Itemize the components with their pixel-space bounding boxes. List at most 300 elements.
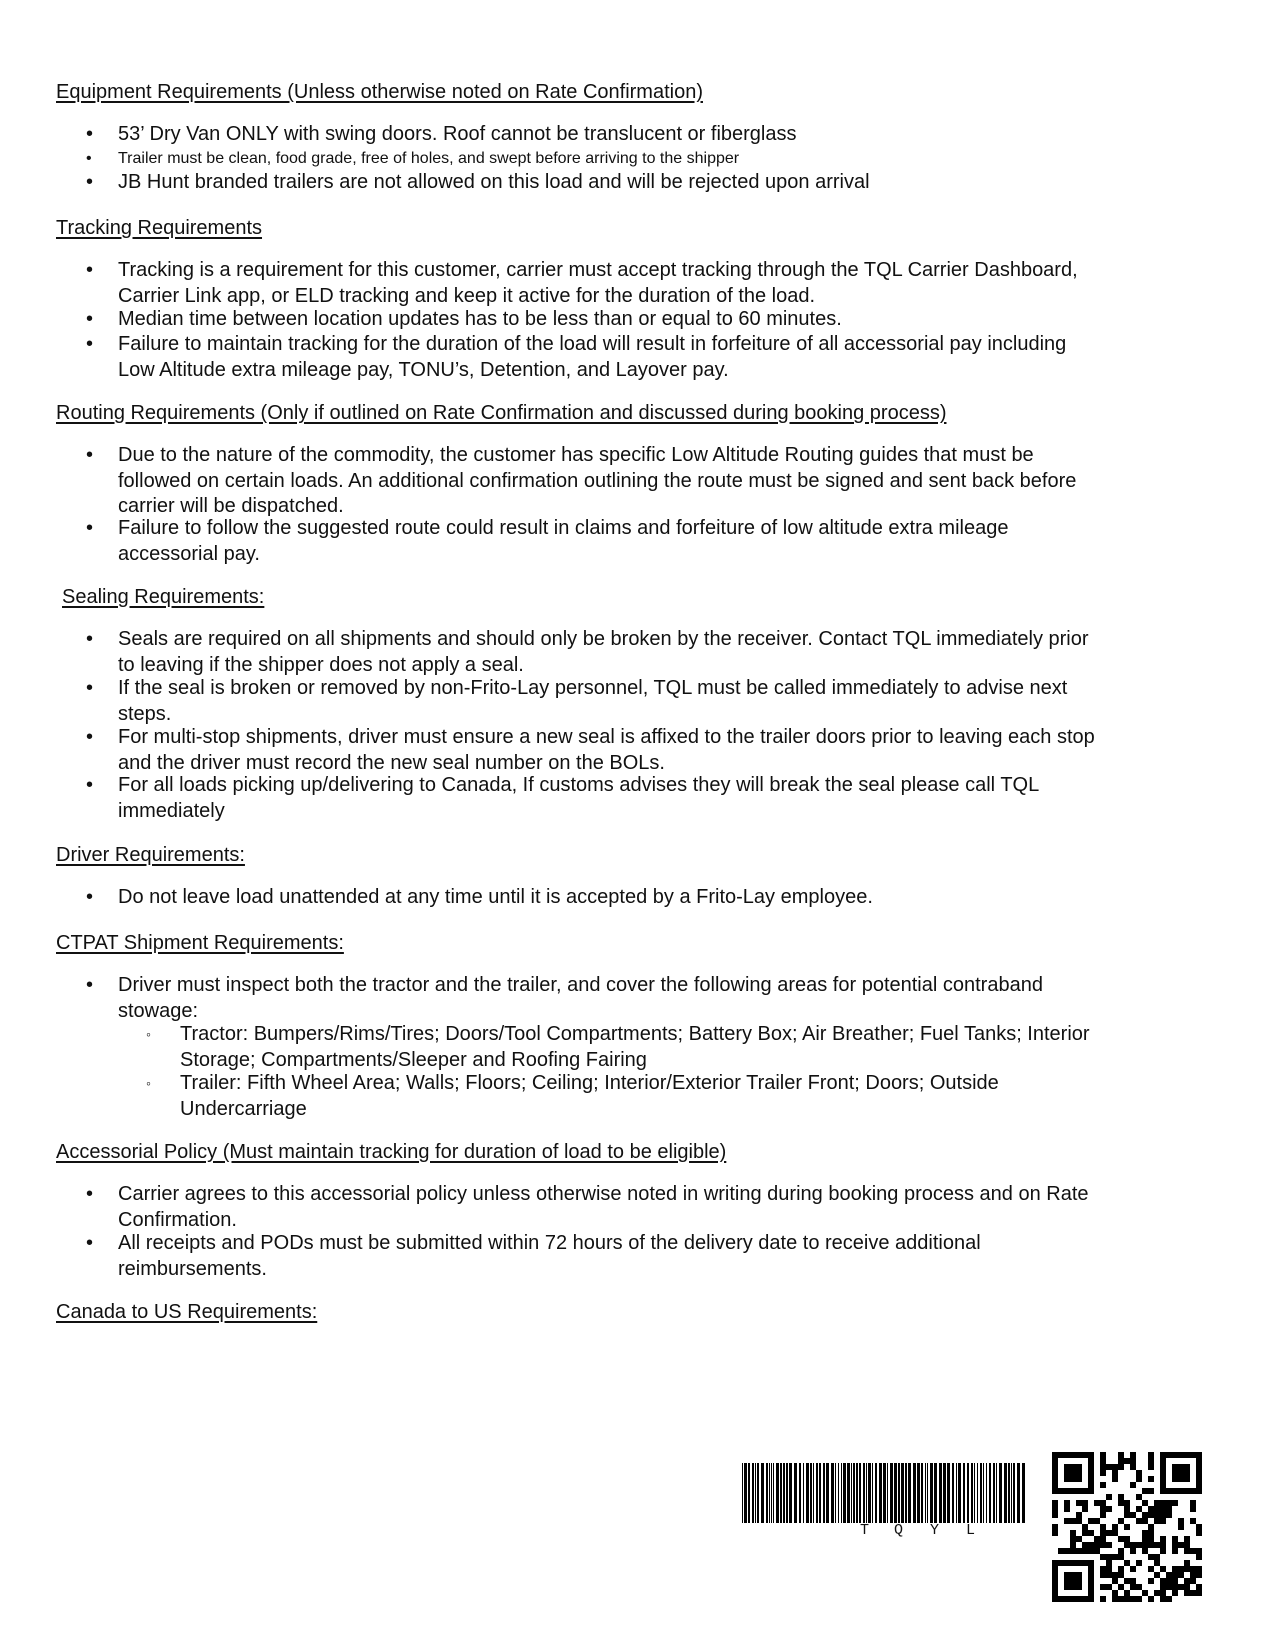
barcode-bar (879, 1463, 882, 1523)
qr-module (1082, 1596, 1088, 1602)
barcode-letter: L (966, 1522, 976, 1539)
qr-module (1142, 1542, 1148, 1548)
qr-module (1184, 1584, 1190, 1590)
driver-heading: Driver Requirements: (56, 844, 245, 866)
qr-module (1052, 1530, 1058, 1536)
bullet: • (86, 886, 94, 908)
qr-module (1118, 1584, 1124, 1590)
qr-module (1160, 1482, 1166, 1488)
qr-module (1190, 1566, 1196, 1572)
qr-module (1052, 1500, 1058, 1506)
qr-module (1106, 1494, 1112, 1500)
qr-module (1148, 1464, 1154, 1470)
qr-module (1196, 1566, 1202, 1572)
qr-module (1148, 1554, 1154, 1560)
qr-module (1178, 1566, 1184, 1572)
qr-module (1076, 1470, 1082, 1476)
qr-module (1136, 1506, 1142, 1512)
qr-module (1082, 1506, 1088, 1512)
qr-module (1142, 1548, 1148, 1554)
qr-module (1160, 1596, 1166, 1602)
qr-module (1160, 1590, 1166, 1596)
qr-module (1154, 1590, 1160, 1596)
qr-module (1196, 1584, 1202, 1590)
canada-heading: Canada to US Requirements: (56, 1301, 318, 1323)
barcode-bar (868, 1463, 871, 1523)
barcode-text (742, 1522, 1028, 1542)
bullet: • (86, 774, 94, 796)
qr-module (1130, 1542, 1136, 1548)
qr-module (1052, 1506, 1058, 1512)
qr-module (1076, 1584, 1082, 1590)
qr-module (1166, 1596, 1172, 1602)
qr-module (1178, 1488, 1184, 1494)
qr-module (1160, 1536, 1166, 1542)
qr-module (1172, 1590, 1178, 1596)
qr-module (1172, 1536, 1178, 1542)
barcode-bar (757, 1463, 759, 1523)
qr-module (1112, 1578, 1118, 1584)
qr-module (1070, 1470, 1076, 1476)
barcode-bar (993, 1463, 995, 1523)
qr-module (1088, 1596, 1094, 1602)
qr-module (1136, 1584, 1142, 1590)
bullet: • (86, 259, 94, 281)
qr-module (1112, 1572, 1118, 1578)
accessorial-heading: Accessorial Policy (Must maintain tracking for duration of load to be eligible) (56, 1141, 727, 1163)
qr-module (1166, 1512, 1172, 1518)
qr-module (1184, 1452, 1190, 1458)
barcode-bar (898, 1463, 900, 1523)
barcode-bar (1008, 1463, 1010, 1523)
qr-module (1184, 1542, 1190, 1548)
qr-module (1070, 1452, 1076, 1458)
qr-module (1076, 1548, 1082, 1554)
qr-module (1178, 1572, 1184, 1578)
qr-module (1172, 1488, 1178, 1494)
qr-module (1190, 1518, 1196, 1524)
barcode-bar (930, 1463, 933, 1523)
barcode-bar (810, 1463, 812, 1523)
qr-module (1064, 1470, 1070, 1476)
qr-module (1088, 1542, 1094, 1548)
qr-module (1172, 1584, 1178, 1590)
qr-module (1124, 1458, 1130, 1464)
qr-module (1196, 1452, 1202, 1458)
qr-module (1088, 1530, 1094, 1536)
qr-module (1166, 1500, 1172, 1506)
qr-module (1112, 1524, 1118, 1530)
qr-module (1052, 1578, 1058, 1584)
qr-module (1088, 1584, 1094, 1590)
qr-module (1130, 1452, 1136, 1458)
barcode-bar (766, 1463, 768, 1523)
qr-module (1088, 1560, 1094, 1566)
qr-module (1124, 1524, 1130, 1530)
qr-module (1052, 1488, 1058, 1494)
qr-module (1088, 1488, 1094, 1494)
qr-module (1070, 1596, 1076, 1602)
qr-module (1124, 1590, 1130, 1596)
qr-module (1196, 1482, 1202, 1488)
qr-module (1142, 1488, 1148, 1494)
tracking-heading: Tracking Requirements (56, 217, 263, 239)
qr-module (1178, 1476, 1184, 1482)
qr-module (1076, 1464, 1082, 1470)
qr-module (1082, 1452, 1088, 1458)
barcode-bar (752, 1463, 754, 1523)
qr-module (1100, 1542, 1106, 1548)
barcode-bar (974, 1463, 975, 1523)
qr-module (1052, 1458, 1058, 1464)
qr-module (1136, 1518, 1142, 1524)
qr-module (1052, 1596, 1058, 1602)
qr-module (1070, 1578, 1076, 1584)
barcode-bar (748, 1463, 750, 1523)
qr-module (1100, 1554, 1106, 1560)
qr-module (1190, 1506, 1196, 1512)
qr-module (1052, 1524, 1058, 1530)
qr-module (1160, 1584, 1166, 1590)
qr-module (1064, 1506, 1070, 1512)
barcode-bar (913, 1463, 916, 1523)
qr-module (1076, 1488, 1082, 1494)
qr-module (1130, 1458, 1136, 1464)
qr-module (1052, 1470, 1058, 1476)
qr-module (1166, 1572, 1172, 1578)
qr-module (1196, 1470, 1202, 1476)
qr-module (1100, 1584, 1106, 1590)
qr-module (1148, 1476, 1154, 1482)
qr-module (1184, 1578, 1190, 1584)
barcode-bar (927, 1463, 928, 1523)
qr-module (1166, 1452, 1172, 1458)
qr-module (1076, 1578, 1082, 1584)
qr-module (1076, 1500, 1082, 1506)
barcode-bar (771, 1463, 772, 1523)
qr-module (1184, 1464, 1190, 1470)
qr-module (1172, 1464, 1178, 1470)
qr-module (1106, 1554, 1112, 1560)
qr-module (1160, 1452, 1166, 1458)
qr-module (1136, 1596, 1142, 1602)
qr-module (1112, 1530, 1118, 1536)
qr-module (1070, 1536, 1076, 1542)
qr-module (1196, 1530, 1202, 1536)
qr-module (1160, 1566, 1166, 1572)
qr-module (1166, 1578, 1172, 1584)
qr-module (1052, 1452, 1058, 1458)
qr-module (1142, 1500, 1148, 1506)
qr-module (1070, 1572, 1076, 1578)
qr-module (1142, 1590, 1148, 1596)
qr-module (1160, 1470, 1166, 1476)
qr-module (1088, 1470, 1094, 1476)
qr-module (1070, 1518, 1076, 1524)
qr-module (1154, 1554, 1160, 1560)
qr-module (1064, 1572, 1070, 1578)
bullet: • (86, 1232, 94, 1254)
barcode-bar (816, 1463, 818, 1523)
qr-module (1136, 1560, 1142, 1566)
barcode-bar (847, 1463, 850, 1523)
barcode-bar (971, 1463, 973, 1523)
qr-module (1172, 1476, 1178, 1482)
qr-module (1178, 1452, 1184, 1458)
barcode-bar (980, 1463, 982, 1523)
barcode-bar (1013, 1463, 1015, 1523)
qr-module (1082, 1500, 1088, 1506)
qr-module (1058, 1548, 1064, 1554)
qr-module (1052, 1560, 1058, 1566)
barcode-bar (843, 1463, 846, 1523)
qr-module (1184, 1536, 1190, 1542)
qr-module (1124, 1506, 1130, 1512)
qr-module (1142, 1530, 1148, 1536)
bullet: • (86, 123, 94, 145)
qr-module (1094, 1536, 1100, 1542)
qr-module (1130, 1578, 1136, 1584)
qr-module (1148, 1452, 1154, 1458)
qr-module (1082, 1542, 1088, 1548)
qr-module (1100, 1512, 1106, 1518)
sub-bullet: ◦ (146, 1075, 151, 1091)
qr-module (1160, 1518, 1166, 1524)
qr-module (1190, 1590, 1196, 1596)
qr-module (1160, 1458, 1166, 1464)
sealing-heading: Sealing Requirements: (62, 586, 265, 608)
barcode-bar (744, 1463, 747, 1523)
barcode-bar (983, 1463, 984, 1523)
qr-module (1100, 1524, 1106, 1530)
barcode-bar (956, 1463, 957, 1523)
bullet: • (86, 171, 94, 193)
qr-module (1148, 1542, 1154, 1548)
qr-module (1172, 1566, 1178, 1572)
qr-module (1052, 1572, 1058, 1578)
qr-module (1118, 1452, 1124, 1458)
barcode-bar (826, 1463, 829, 1523)
qr-module (1064, 1518, 1070, 1524)
qr-module (1118, 1536, 1124, 1542)
qr-module (1148, 1596, 1154, 1602)
qr-module (1196, 1554, 1202, 1560)
barcode-bar (799, 1463, 801, 1523)
bullet: • (86, 628, 94, 650)
qr-module (1070, 1584, 1076, 1590)
qr-module (1052, 1476, 1058, 1482)
qr-module (1190, 1548, 1196, 1554)
qr-module (1196, 1476, 1202, 1482)
qr-module (1160, 1464, 1166, 1470)
qr-module (1064, 1488, 1070, 1494)
qr-module (1112, 1476, 1118, 1482)
barcode-bar (947, 1463, 950, 1523)
qr-module (1178, 1524, 1184, 1530)
qr-module (1112, 1470, 1118, 1476)
qr-module (1166, 1584, 1172, 1590)
barcode-bar (999, 1463, 1002, 1523)
qr-module (1148, 1524, 1154, 1530)
qr-module (1154, 1506, 1160, 1512)
bullet: • (86, 333, 94, 355)
barcode-bar (894, 1463, 897, 1523)
qr-module (1106, 1560, 1112, 1566)
barcode-bar (934, 1463, 937, 1523)
qr-module (1184, 1566, 1190, 1572)
qr-module (1190, 1488, 1196, 1494)
qr-module (1148, 1506, 1154, 1512)
qr-module (1124, 1542, 1130, 1548)
qr-module (1094, 1548, 1100, 1554)
qr-module (1160, 1506, 1166, 1512)
qr-module (1082, 1488, 1088, 1494)
qr-module (1052, 1512, 1058, 1518)
qr-module (1124, 1500, 1130, 1506)
qr-module (1058, 1488, 1064, 1494)
qr-module (1154, 1560, 1160, 1566)
barcode-bar (863, 1463, 865, 1523)
bullet: • (86, 974, 94, 996)
bullet: • (86, 726, 94, 748)
qr-module (1088, 1518, 1094, 1524)
barcode-image (742, 1463, 1028, 1523)
qr-module (1172, 1452, 1178, 1458)
qr-module (1130, 1596, 1136, 1602)
bullet: • (86, 517, 94, 539)
qr-module (1136, 1542, 1142, 1548)
barcode-bar (761, 1463, 764, 1523)
barcode-bar (813, 1463, 814, 1523)
barcode-bar (890, 1463, 893, 1523)
qr-module (1142, 1512, 1148, 1518)
barcode-bar (742, 1463, 743, 1523)
qr-module (1148, 1512, 1154, 1518)
qr-module (1076, 1596, 1082, 1602)
qr-module (1100, 1482, 1106, 1488)
barcode-bar (859, 1463, 861, 1523)
qr-module (1088, 1548, 1094, 1554)
qr-module (1196, 1590, 1202, 1596)
bullet: • (86, 308, 94, 330)
qr-module (1088, 1476, 1094, 1482)
qr-module (1100, 1572, 1106, 1578)
barcode-bar (853, 1463, 855, 1523)
qr-module (1172, 1470, 1178, 1476)
qr-module (1136, 1476, 1142, 1482)
qr-module (1118, 1494, 1124, 1500)
qr-module (1070, 1542, 1076, 1548)
qr-module (1106, 1506, 1112, 1512)
qr-module (1070, 1464, 1076, 1470)
qr-module (1148, 1566, 1154, 1572)
qr-module (1064, 1584, 1070, 1590)
qr-module (1118, 1464, 1124, 1470)
qr-module (1112, 1596, 1118, 1602)
qr-module (1190, 1578, 1196, 1584)
qr-module (1100, 1506, 1106, 1512)
barcode-bar (773, 1463, 774, 1523)
barcode-bar (875, 1463, 877, 1523)
qr-module (1118, 1554, 1124, 1560)
barcode-bar (789, 1463, 792, 1523)
barcode-letter: Y (930, 1522, 940, 1539)
qr-module (1190, 1500, 1196, 1506)
qr-module (1148, 1530, 1154, 1536)
qr-module (1106, 1572, 1112, 1578)
equipment-heading: Equipment Requirements (Unless otherwise noted on Rate Confirmation) (56, 81, 703, 103)
qr-module (1124, 1536, 1130, 1542)
qr-module (1064, 1560, 1070, 1566)
qr-module (1064, 1464, 1070, 1470)
qr-module (1124, 1512, 1130, 1518)
qr-module (1052, 1464, 1058, 1470)
barcode-bar (905, 1463, 907, 1523)
bullet: • (86, 677, 94, 699)
qr-module (1160, 1476, 1166, 1482)
barcode-bar (996, 1463, 997, 1523)
qr-module (1118, 1596, 1124, 1602)
qr-module (1148, 1488, 1154, 1494)
qr-code-image (1052, 1452, 1202, 1602)
qr-module (1082, 1560, 1088, 1566)
qr-module (1070, 1488, 1076, 1494)
barcode-bar (925, 1463, 926, 1523)
qr-module (1178, 1470, 1184, 1476)
qr-module (1154, 1542, 1160, 1548)
qr-module (1196, 1524, 1202, 1530)
barcode-bar (806, 1463, 809, 1523)
qr-module (1172, 1542, 1178, 1548)
barcode-bar (769, 1463, 770, 1523)
qr-module (1184, 1470, 1190, 1476)
qr-module (1166, 1488, 1172, 1494)
qr-module (1190, 1452, 1196, 1458)
qr-module (1082, 1524, 1088, 1530)
qr-module (1106, 1566, 1112, 1572)
qr-module (1178, 1518, 1184, 1524)
qr-module (1184, 1560, 1190, 1566)
qr-module (1136, 1494, 1142, 1500)
qr-module (1058, 1452, 1064, 1458)
barcode-bar (776, 1463, 779, 1523)
qr-module (1100, 1452, 1106, 1458)
qr-module (1178, 1464, 1184, 1470)
qr-module (1118, 1458, 1124, 1464)
qr-module (1160, 1488, 1166, 1494)
qr-module (1118, 1500, 1124, 1506)
qr-module (1094, 1542, 1100, 1548)
qr-module (1112, 1554, 1118, 1560)
qr-module (1088, 1458, 1094, 1464)
bullet: • (86, 444, 94, 466)
barcode-bar (838, 1463, 839, 1523)
qr-module (1154, 1518, 1160, 1524)
qr-module (1142, 1536, 1148, 1542)
qr-module (1088, 1566, 1094, 1572)
qr-module (1082, 1548, 1088, 1554)
qr-module (1076, 1512, 1082, 1518)
qr-module (1094, 1500, 1100, 1506)
qr-module (1196, 1488, 1202, 1494)
qr-module (1100, 1596, 1106, 1602)
barcode-bar (823, 1463, 825, 1523)
barcode-bar (939, 1463, 942, 1523)
barcode-bar (963, 1463, 965, 1523)
routing-heading: Routing Requirements (Only if outlined on Rate Confirmation and discussed during booking process) (56, 402, 947, 424)
qr-module (1052, 1590, 1058, 1596)
qr-module (1100, 1458, 1106, 1464)
